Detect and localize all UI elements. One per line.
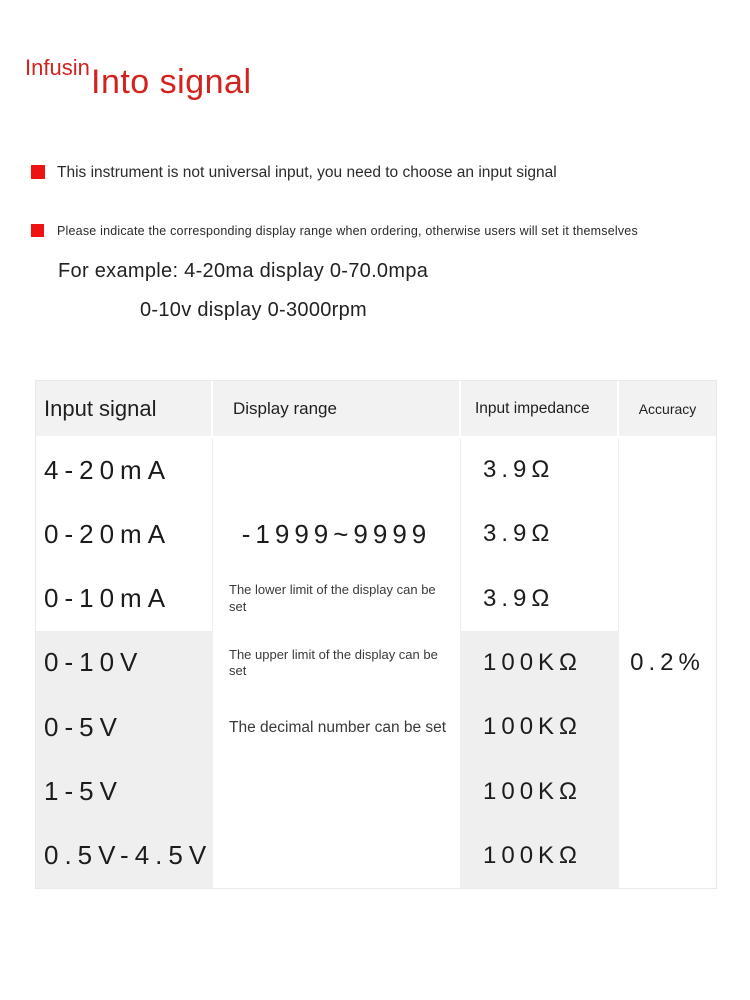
signal-cell: 0-20mA — [44, 518, 172, 549]
input-signal-column — [36, 438, 213, 888]
display-range-note: The upper limit of the display can be set — [229, 646, 438, 678]
impedance-cell: 100KΩ — [461, 695, 618, 759]
brand-text: Infusin — [25, 55, 90, 80]
display-range-note: The decimal number can be set — [229, 718, 447, 736]
red-square-bullet-icon — [31, 224, 44, 237]
display-range-cell — [213, 438, 461, 888]
note-text: This instrument is not universal input, you need to choose an input signal — [57, 164, 557, 181]
page-title: Into signal — [91, 63, 252, 101]
spec-table — [35, 380, 717, 889]
col-header-display-range: Display range — [213, 381, 461, 438]
accuracy-value: 0.2% — [630, 649, 705, 676]
note-line — [31, 163, 557, 182]
input-impedance-column — [461, 438, 619, 888]
impedance-cell: 100KΩ — [461, 759, 618, 823]
signal-cell: 4-20mA — [44, 454, 172, 485]
red-square-bullet-icon — [31, 165, 45, 179]
example-line: 0-10v display 0-3000rpm — [140, 299, 368, 321]
impedance-cell: 3.9Ω — [483, 520, 555, 548]
impedance-cell: 3.9Ω — [483, 584, 555, 612]
note-line — [31, 223, 638, 239]
title-row — [25, 56, 252, 102]
signal-cell: 0-10V — [36, 631, 212, 695]
impedance-cell: 100KΩ — [461, 824, 618, 888]
impedance-cell: 3.9Ω — [483, 456, 555, 484]
signal-cell: 0.5V-4.5V — [36, 824, 212, 888]
display-range-value: -1999~9999 — [241, 518, 432, 549]
col-header-input-impedance: Input impedance — [461, 381, 619, 438]
accuracy-cell — [619, 438, 716, 888]
example-line: For example: 4-20ma display 0-70.0mpa — [58, 260, 429, 282]
signal-cell: 0-5V — [36, 695, 212, 759]
col-header-input-signal: Input signal — [36, 381, 213, 438]
signal-cell: 1-5V — [36, 759, 212, 823]
impedance-cell: 100KΩ — [461, 631, 618, 695]
note-text: Please indicate the corresponding display range when ordering, otherwise users will set it themselves — [57, 224, 638, 238]
col-header-accuracy: Accuracy — [619, 381, 716, 438]
display-range-note: The lower limit of the display can be set — [229, 582, 436, 614]
signal-cell: 0-10mA — [44, 583, 172, 614]
